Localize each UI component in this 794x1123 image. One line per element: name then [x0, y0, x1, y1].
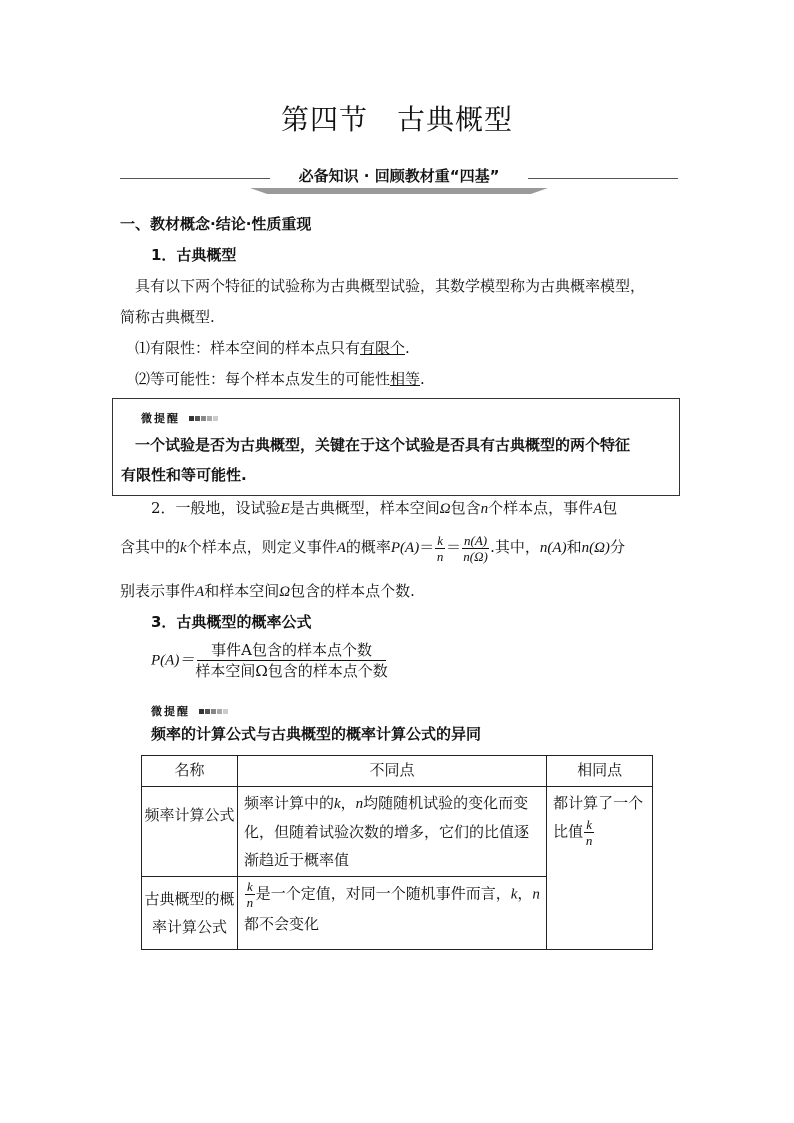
var-k: k	[180, 540, 187, 556]
text: .其中，	[490, 538, 540, 556]
section-banner	[120, 164, 678, 196]
tip-text: 一个试验是否为古典概型，关键在于这个试验是否具有古典概型的两个特征	[135, 436, 631, 454]
row-name: 频率计算公式	[142, 787, 238, 877]
text: 个样本点，则定义事件	[186, 538, 337, 556]
tip-dot-icon	[217, 709, 222, 714]
item2-line2	[120, 531, 625, 564]
answer-finite: 有限个	[360, 339, 406, 357]
count-nomega: n(Ω)	[581, 540, 610, 556]
var-a: A	[195, 584, 205, 600]
text: 个样本点，事件	[488, 499, 594, 517]
frac-num: n(A)	[464, 532, 488, 548]
item1-text: 具有以下两个特征的试验称为古典概型试验，其数学模型称为古典概率模型，	[135, 277, 646, 295]
formula-fraction	[195, 640, 387, 681]
tip-dot-icon	[205, 709, 210, 714]
tip-text-cont: 有限性和等可能性.	[121, 466, 247, 484]
text: 别表示事件	[120, 582, 196, 600]
table-header-row	[142, 756, 653, 787]
banner-wedge	[250, 188, 548, 194]
tip-label: 微提醒	[141, 412, 180, 425]
text: 均随随机试验的变化而变化，但随着试验次数的增多，它们的比值逐渐趋近于概率值	[243, 794, 529, 869]
item3-heading: 3．古典概型的概率公式	[151, 613, 312, 631]
item2-line3	[120, 581, 415, 602]
feature-equal-text: ⑵等可能性：每个样本点发生的可能性	[135, 370, 391, 388]
item1-heading: 1．古典概型	[151, 246, 237, 264]
banner-rule-right	[528, 178, 678, 179]
fraction-k-n	[245, 879, 255, 910]
tip-dot-icon	[199, 709, 204, 714]
text: 2．一般地，设试验	[151, 499, 281, 517]
feature-finite-text: ⑴有限性：样本空间的样本点只有	[135, 339, 361, 357]
var-omega: Ω	[439, 501, 451, 517]
text: 包含的样本点个数.	[290, 582, 415, 600]
tip2-header	[151, 700, 229, 722]
tip-dot-icon	[195, 416, 200, 421]
page-title: 第四节 古典概型	[280, 103, 513, 136]
text: 都计算了一个比值	[553, 794, 644, 841]
text: 包	[602, 499, 618, 517]
header-similarity: 相同点	[547, 756, 653, 787]
var-a: A	[593, 501, 603, 517]
banner-text: 必备知识 · 回顾教材重“四基”	[298, 167, 500, 185]
prob-pa: P(A)	[390, 540, 420, 556]
formula-numerator: 事件A包含的样本点个数	[197, 640, 386, 661]
header-name: 名称	[142, 756, 238, 787]
frac-num: k	[246, 879, 253, 894]
row-difference: 频率计算中的k，n均随随机试验的变化而变化，但随着试验次数的增多，它们的比值逐渐趋近于概率值	[237, 787, 546, 877]
text: 包含	[450, 499, 481, 517]
tip-header	[141, 407, 219, 429]
text: 分	[609, 538, 625, 556]
formula-lhs: P(A)＝	[151, 652, 195, 669]
var-k: k	[510, 886, 518, 903]
row-name: 古典概型的概率计算公式	[142, 877, 238, 950]
fraction-k-n	[584, 817, 594, 848]
frac-den: n	[585, 833, 593, 848]
text: 是一个定值，对同一个随机事件而言，	[255, 884, 511, 903]
frac-den: n	[436, 548, 444, 564]
probability-formula	[151, 640, 389, 681]
tip-dot-icon	[189, 416, 194, 421]
text: 是古典概型，样本空间	[289, 499, 440, 517]
banner-rule-left	[120, 178, 270, 179]
comparison-table	[141, 755, 653, 950]
tip-label: 微提醒	[151, 705, 190, 718]
feature-finite	[135, 338, 410, 358]
feature-equal-end: .	[420, 370, 425, 388]
var-e: E	[280, 501, 290, 517]
var-k: k	[333, 796, 341, 812]
formula-denominator: 样本空间Ω包含的样本点个数	[195, 662, 388, 680]
fraction-na-nomega	[462, 533, 489, 564]
text: 含其中的	[120, 538, 181, 556]
feature-finite-end: .	[405, 339, 410, 357]
row-difference: $\frac{k}{n}$ 是一个定值，对同一个随机事件而言，k，n都不会变化	[237, 877, 546, 950]
tip-dot-icon	[211, 709, 216, 714]
var-n: n	[532, 886, 540, 903]
frac-den: n(Ω)	[463, 548, 488, 564]
tip-box	[112, 398, 680, 496]
frac-num: k	[437, 532, 444, 548]
header-difference: 不同点	[237, 756, 546, 787]
table-row	[142, 787, 653, 877]
equals: ＝	[446, 538, 462, 556]
var-omega: Ω	[279, 584, 291, 600]
var-a: A	[336, 540, 346, 556]
equals: ＝	[419, 538, 435, 556]
text: 的概率	[345, 538, 391, 556]
text: 和样本空间	[204, 582, 280, 600]
var-n: n	[355, 796, 364, 812]
tip-dot-icon	[223, 709, 228, 714]
frac-num: k	[586, 817, 592, 832]
text: 和	[566, 538, 582, 556]
text: 频率计算中的	[243, 794, 334, 812]
frac-den: n	[246, 895, 254, 910]
similarity-cell	[547, 787, 653, 950]
tip-dot-icon	[201, 416, 206, 421]
text: 都不会变化	[243, 915, 319, 933]
item2-line1	[151, 498, 617, 519]
var-n: n	[480, 501, 489, 517]
tip2-caption: 频率的计算公式与古典概型的概率计算公式的异同	[151, 725, 482, 743]
section-heading: 一、教材概念·结论·性质重现	[120, 215, 312, 233]
tip-dot-icon	[207, 416, 212, 421]
count-na: n(A)	[539, 540, 567, 556]
fraction-k-n	[435, 533, 445, 564]
answer-equal: 相等	[390, 370, 421, 388]
item1-text-cont: 简称古典概型.	[120, 308, 215, 326]
tip-dot-icon	[213, 416, 218, 421]
feature-equal	[135, 369, 425, 389]
